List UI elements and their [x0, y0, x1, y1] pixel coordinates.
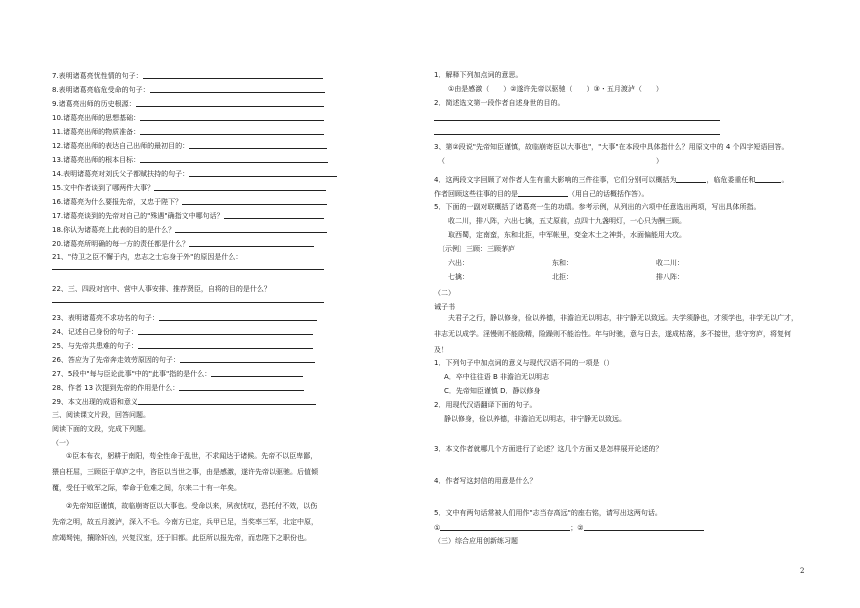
question-b2: 2．用现代汉语翻译下面的句子。 — [434, 401, 537, 409]
options-cd: C．先帝知臣谨慎 D．静以修身 — [444, 387, 541, 395]
question-26: 26、答应为了先帝奔走效劳原因的句子： — [52, 356, 315, 364]
page-number: 2 — [800, 567, 805, 575]
answer-bracket-close: ） — [656, 157, 663, 165]
question-17: 17.诸葛亮谈到的先帝对自己的"殊遇"确指文中哪句话？ — [52, 212, 324, 220]
question-12: 12.诸葛亮出师的表达自己出师的最初目的： — [52, 142, 327, 150]
answer-line[interactable] — [52, 302, 324, 303]
translate-sentence: 静以修身，俭以养德，非澹泊无以明志，非宁静无以致远。 — [444, 415, 626, 423]
answer-line[interactable] — [140, 156, 328, 163]
answer-line[interactable] — [138, 398, 316, 405]
question-29: 29、本文出现的成语和意义 — [52, 398, 316, 406]
answer-line[interactable] — [189, 142, 327, 149]
question-22: 22、三、四段对宫中、营中人事安排、推荐贤臣，自将的目的是什么？ — [52, 285, 271, 293]
answer-line[interactable] — [52, 269, 324, 270]
answer-line[interactable] — [182, 198, 327, 205]
question-28: 28、作者 13 次提到先帝的作用是什么： — [52, 384, 304, 392]
part-1-label: （一） — [52, 439, 73, 447]
answer-line[interactable] — [159, 314, 317, 321]
answer-line[interactable] — [189, 170, 337, 177]
question-14: 14.表明诸葛亮对刘氏父子都赋扶持的句子： — [52, 170, 337, 178]
couplet-line-1: 收二川，排八阵，六出七擒，五丈原前，点四十九盏明灯，一心只为酬三顾。 — [448, 217, 686, 225]
answer-line[interactable] — [150, 86, 325, 93]
answer-line[interactable] — [440, 524, 570, 531]
answer-line[interactable] — [179, 384, 304, 391]
question-18: 18.你认为诸葛亮上此表的目的是什么？ — [52, 226, 327, 234]
question-r3: 3、第②段说"先帝知臣谨慎，故临崩寄臣以大事也"，"大事"在本段中具体指什么？用原文中的 4 个四字短语回答。 — [434, 143, 789, 151]
answer-line[interactable] — [211, 370, 303, 377]
fill-beiju: 北拒： — [552, 273, 573, 281]
question-25: 25、与先帝共患难的句子： — [52, 342, 313, 350]
question-r1-items: ①由是感激（ ）②遂许先帝以驱驰（ ）③・五月渡泸（ ） — [448, 85, 663, 93]
question-b4: 4．作者写这封信的用意是什么？ — [434, 477, 537, 485]
question-20: 20.诸葛亮所明确的每一方的责任都是什么？ — [52, 240, 314, 248]
answer-line[interactable] — [140, 128, 324, 135]
fill-paibazhen: 排八阵： — [656, 273, 684, 281]
fill-qiqin: 七擒： — [448, 273, 469, 281]
answer-bracket-open: （ — [438, 157, 445, 165]
answer-line[interactable] — [138, 328, 313, 335]
question-r2: 2．简述选文第一段作者自述身世的目的。 — [434, 99, 565, 107]
fill-liuchu: 六出： — [448, 259, 469, 267]
instruction: 阅读下面的文段，完成下列题。 — [52, 425, 150, 433]
answer-line[interactable] — [154, 184, 326, 191]
answer-line[interactable] — [584, 524, 704, 531]
question-8: 8.表明诸葛亮临危受命的句子： — [52, 86, 325, 94]
question-11: 11.诸葛亮出师的物质准备： — [52, 128, 324, 136]
part-3-label: （三）综合应用创新练习题 — [434, 537, 518, 545]
question-b5: 5．文中有两句话常被人们用作"志当存高远"的座右铭，请写出这两句话。 — [434, 509, 662, 517]
question-7: 7.表明诸葛亮忧性情的句子： — [52, 72, 323, 80]
question-24: 24、记述自己身份的句子： — [52, 328, 313, 336]
question-23: 23、表明诸葛亮不求功名的句子： — [52, 314, 317, 322]
answer-quotes: ① ；② — [434, 524, 704, 532]
answer-line[interactable] — [434, 134, 720, 135]
couplet-line-2: 取西蜀，定南蛮，东和北拒，中军帐里，变金木土之神卦，水面偏能用大攻。 — [448, 231, 686, 239]
question-r1: 1．解释下列加点词的意思。 — [434, 71, 523, 79]
section-3-heading: 三、阅读课文片段，回答问题。 — [52, 411, 150, 419]
answer-line[interactable] — [140, 114, 324, 121]
question-r4-purpose: 作者回顾这些往事的目的是 （用自己的话概括作答）。 — [434, 190, 649, 198]
answer-line[interactable] — [755, 176, 781, 183]
question-21: 21、"侍卫之臣不懈于内，忠志之士忘身于外"的原因是什么： — [52, 253, 243, 261]
passage-paragraph-2: ②先帝知臣谨慎，故临崩寄臣以大事也。受命以来，夙夜忧叹，恐托付不效，以伤先帝之明，故五月渡泸，深入不毛。今南方已定，兵甲已足，当奖率三军，北定中原，庶竭驽钝，攘除奸凶，兴复汉室，还于旧都。此臣所以报先帝，而忠陛下之职份也。 — [52, 502, 318, 542]
answer-line[interactable] — [180, 356, 315, 363]
answer-line[interactable] — [138, 342, 313, 349]
question-b3: 3．本文作者就哪几个方面进行了论述？这几个方面又是怎样展开论述的？ — [434, 445, 663, 453]
answer-line[interactable] — [224, 212, 324, 219]
answer-line[interactable] — [175, 226, 327, 233]
answer-line[interactable] — [143, 72, 323, 79]
example: 〔示例〕三顾：三顾茅庐 — [438, 245, 515, 253]
answer-line[interactable] — [676, 176, 706, 183]
question-16: 16.诸葛亮为什么要报先帝，又忠于陛下？ — [52, 198, 327, 206]
fill-shouerchuan: 收二川： — [656, 259, 684, 267]
question-10: 10.诸葛亮出师的思想基础： — [52, 114, 324, 122]
passage-paragraph-3: 夫君子之行，静以修身，俭以养德，非澹泊无以明志，非宁静无以致远。夫学须静也，才须学也，非学无以广才，非志无以成学。淫慢则不能励精，险躁则不能治性。年与时驰，意与日去，遂成枯落，多不接世，悲守穷庐，将复何及！ — [434, 314, 798, 354]
passage-paragraph-1: ①臣本布衣，躬耕于南阳，苟全性命于乱世，不求闻达于诸候。先帝不以臣卑鄙，猥自枉屈，三顾臣于草庐之中，咨臣以当世之事，由是感激，遂许先帝以驱驰。后值倾覆，受任于败军之际，奉命于危难之间，尔来二十有一年矣。 — [52, 452, 318, 492]
question-15: 15.文中作者谈到了哪两件大事？ — [52, 184, 326, 192]
question-27: 27、5段中"每与臣论此事"中的"此事"指的是什么： — [52, 370, 303, 378]
question-r5: 5．下面的一副对联概括了诸葛亮一生的功绩。参考示例，从列出的六项中任意选出两项，写出具体所指。 — [434, 203, 761, 211]
answer-line[interactable] — [136, 100, 324, 107]
passage-title: 诫子书 — [434, 303, 455, 311]
fill-donghe: 东和： — [552, 259, 573, 267]
options-ab: A．卒中往往语 B 非澹泊无以明志 — [444, 373, 550, 381]
question-r4: 4．这两段文字回顾了对作者人生有重大影响的三件往事，它们分别可以概括为 ，临危委重任和 。 — [434, 176, 789, 184]
answer-line[interactable] — [189, 240, 314, 247]
answer-line[interactable] — [434, 120, 720, 121]
question-13: 13.诸葛亮出师的根本目标： — [52, 156, 328, 164]
question-b1: 1．下列句子中加点词的意义与现代汉语不同的一项是（） — [434, 359, 614, 367]
part-2-label: （二） — [434, 289, 455, 297]
question-9: 9.诸葛亮出师的历史根源： — [52, 100, 324, 108]
answer-line[interactable] — [518, 190, 568, 197]
